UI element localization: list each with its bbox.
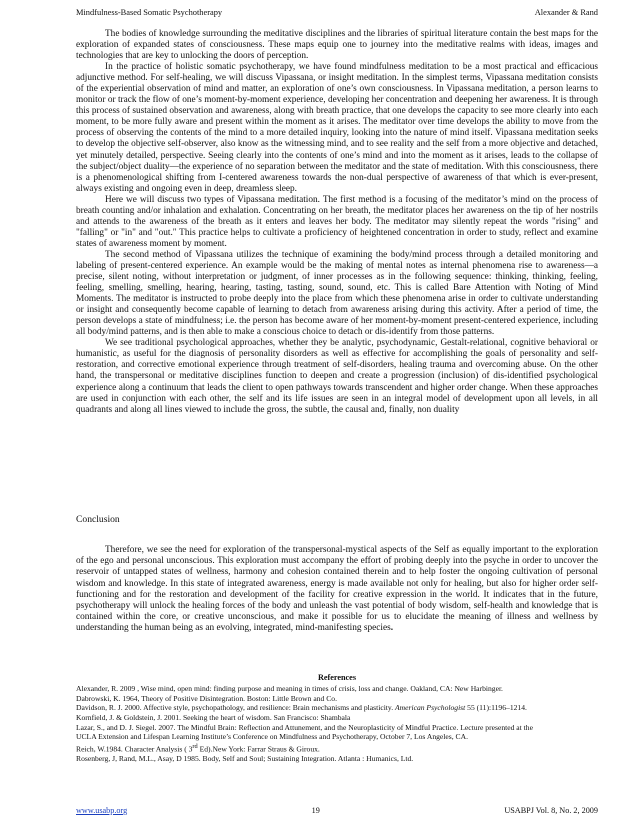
paragraph: The second method of Vipassana utilizes the technique of examining the body/mind process through a detailed monitoring and labeling of present-centered experience. An example would be the making of mental notes as internal phenomena rise to awareness—a precise, silent noting, without interpretation or judgment, of inner processes as in the following sequence: thinking, thinking, feeling, feeling, smelling, smelling, hearing, hearing, tasting, tasting, sound, sound, etc. This is called Bare Attention with Noting of Mind Moments. The meditator is instructed to probe deeply into the place from which these phenomena arise in order to cultivate understanding or insight and consequently become capable of learning to detach from awareness arising during this activity. After a period of time, the person develops a state of mindfulness; i.e. the person has become aware of her moment-by-moment present-centered experience, including all body/mind patterns, and is then able to make a conscious choice to detach or dis-identify from those patterns. (76, 249, 598, 338)
reference-text: Reich, W.1984. Character Analysis ( 3 (76, 744, 193, 754)
page-number: 19 (311, 806, 320, 815)
reference-item: Kornfield, J. & Goldstein, J. 2001. Seeking the heart of wisdom. San Francisco: Shambala (76, 712, 351, 722)
website-link[interactable]: www.usabp.org (76, 806, 128, 815)
reference-item: UCLA Extension and Lifespan Learning Institute’s Conference on Mindfulness and Psychotherapy, October 7, Los Angeles, CA. (76, 732, 468, 742)
journal-info: USABPJ Vol. 8, No. 2, 2009 (504, 806, 598, 815)
reference-text: Davidson, R. J. 2000. Affective style, psychopathology, and resilience: Brain mechanisms and plasticity. (76, 703, 396, 713)
paragraph: We see traditional psychological approaches, whether they be analytic, psychodynamic, Gestalt-relational, cognitive behavioral or humanistic, as useful for the diagnosis of personality disorders as well as effective for accomplishing the goals of personality and self-restoration, and corrective emotional experience through treatment of self-disorders, healing trauma and overcoming abuse. On the other hand, the transpersonal or meditative disciplines function to deepen and create a progression (inclusion) of dis-identified psychological experience along a continuum that leads the client to open pathways towards transcendent and higher order change. When these approaches are used in conjunction with each other, the self and its life issues are seen in an integral model of development upon all levels, in all quadrants and along all lines viewed to include the gross, the subtle, the causal and, finally, non duality (76, 338, 598, 415)
reference-text: 55 (11):1196–1214. (465, 703, 527, 713)
header-title: Mindfulness-Based Somatic Psychotherapy (76, 8, 223, 17)
references-list (76, 684, 598, 764)
paragraph: In the practice of holistic somatic psychotherapy, we have found mindfulness meditation to be a most practical and efficacious adjunctive method. For self-healing, we will discuss Vipassana, or insight meditation. In the simplest terms, Vipassana meditation consists of the experiential observation of mind and matter, an exploration of one’s own consciousness. In Vipassana meditation, a person learns to monitor or track the flow of one’s moment-by-moment experience, developing her concentration and deepening her awareness. It is through this process of sustained observation and awareness, along with breath practice, that one develops the capacity to see more clearly into each moment, to be more fully aware and present within the moment as it arises. The meditator over time develops the ability to move from the process of observing the contents of the mind to a more detailed inquiry, looking into the nature of mind itself. Vipassana meditation seeks to develop the objective self-observer, also know as the witnessing mind, and to see reality and the self from a more objective and detached, yet minutely detailed, perspective. Seeing clearly into the contents of one’s mind and into the moment as it arises, leads to the collapse of the subject/object duality—the experience of no separation between the meditator and the state of meditation. With this consciousness, there is a phenomenological shifting from I-centered awareness towards the non-dual perspective of awareness of that which is ever-present, always existing and ongoing even in deep, dreamless sleep. (76, 62, 598, 194)
running-header (76, 8, 598, 17)
conclusion-paragraph (76, 545, 598, 635)
reference-text: Ed).New York: Farrar Straus & Giroux. (197, 744, 320, 754)
conclusion-text: Therefore, we see the need for exploration of the transpersonal-mystical aspects of the Self as equally important to the exploration of the ego and personal unconscious. This exploration must accompany the effort of probing deeply into the psyche in order to uncover the reservoir of untapped states of wellness, harmony and cohesion contained therein and to help foster the ongoing cultivation of personal wisdom and knowledge. In this state of integrated awareness, energy is made available not only for healing, but also for higher order self-functioning and for the restoration and development of the facility for creative expression in the world. It indicates that in the future, psychotherapy will unlock the healing forces of the body and unleash the vast potential of body wisdom, self-health and knowledge that is contained within the core, or creative unconscious, and make it possible for us to elucidate the meaning of illness and wellness by understanding the human being as an evolving, integrated, mind-manifesting species (76, 545, 598, 634)
conclusion-section (76, 545, 598, 635)
paragraph: The bodies of knowledge surrounding the meditative disciplines and the libraries of spiritual literature contain the best maps for the exploration of expanded states of consciousness. These maps equip one to journey into the meditative realms with ideas, images and technologies that are key to unlocking the doors of perception. (76, 29, 598, 62)
reference-superscript: rd (192, 742, 198, 750)
reference-journal: American Psychologist (395, 703, 466, 713)
reference-item: Dabrowski, K. 1964, Theory of Positive Disintegration. Boston: Little Brown and Co. (76, 693, 337, 703)
conclusion-final-mark: . (390, 623, 394, 634)
reference-item: Rosenberg, J, Rand, M.L., Asay, D 1985. Body, Self and Soul; Sustaining Integration. Atlanta : Humanics, Ltd. (76, 754, 414, 764)
reference-item: Lazar, S., and D. J. Siegel. 2007. The Mindful Brain: Reflection and Attunement, and the Neuroplasticity of Mindful Practice. Lecture presented at the (76, 722, 533, 732)
page-footer (76, 806, 598, 815)
header-authors: Alexander & Rand (534, 8, 598, 17)
conclusion-heading: Conclusion (76, 514, 120, 525)
reference-item (76, 742, 598, 754)
reference-item (76, 703, 598, 713)
references-heading: References (317, 673, 357, 682)
reference-item: Alexander, R. 2009 , Wise mind, open mind: finding purpose and meaning in times of crisis, loss and change. Oakland, CA: New Harbinger. (76, 684, 503, 693)
body-text (76, 29, 598, 416)
paragraph: Here we will discuss two types of Vipassana meditation. The first method is a focusing of the meditator’s mind on the process of breath counting and/or inhalation and exhalation. Concentrating on her breath, the meditator places her awareness on the tip of her nostrils and attends to the awareness of the breath as it enters and leaves her body. The meditator may silently repeat the words "rising" and "falling" or "in" and "out." This practice helps to cultivate a proficiency of heightened concentration in order to study, reflect and examine states of awareness moment by moment. (76, 194, 598, 249)
